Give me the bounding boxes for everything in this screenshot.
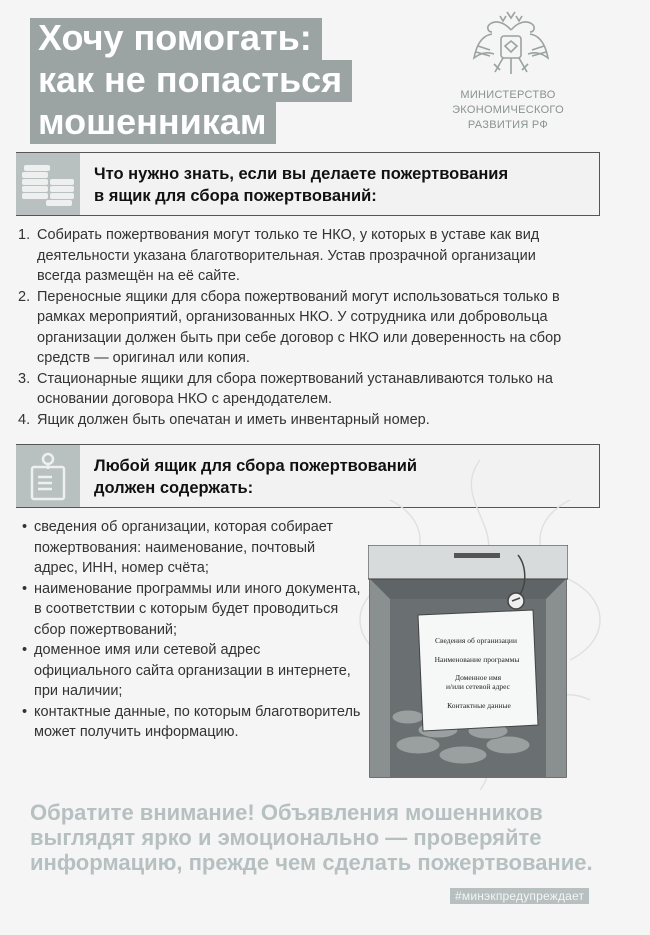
list-item <box>18 225 578 287</box>
section-heading-text <box>94 163 508 207</box>
list-item-text: сведения об организации, которая собирает пожертвования: наименование, почтовый адрес, ИНН, номер счёта; <box>34 519 334 576</box>
label-domain-name: Доменное имя <box>454 673 502 682</box>
coins-icon <box>16 153 80 217</box>
list-item-text: наименование программы или иного документа, в соответствии с которым будет проводиться сбор пожертвований; <box>34 580 361 638</box>
ministry-name <box>444 88 572 133</box>
page-title-line-2: как не попасться <box>30 60 352 102</box>
list-item-number: 1. <box>18 227 31 243</box>
bullet: • <box>22 580 28 597</box>
list-item-number: 2. <box>18 288 31 305</box>
donation-box-illustration <box>368 545 568 780</box>
list-item <box>22 640 362 702</box>
section-heading-line: Любой ящик для сбора пожертвований <box>94 457 418 475</box>
requirements-numbered-list <box>18 225 578 430</box>
ministry-line: ЭКОНОМИЧЕСКОГО <box>452 104 564 116</box>
list-item <box>18 410 578 431</box>
box-label-card <box>418 610 538 731</box>
list-item <box>22 517 362 579</box>
warning-note-line: информацию, прежде чем сделать пожертвование. <box>30 850 593 875</box>
banner-icon-area <box>16 153 80 215</box>
list-item-text: Собирать пожертвования могут только те НКО, у которых в уставе как вид деятельности указана благотворительная. Устав прозрачной организации всегда размещён на её сайте. <box>37 227 540 284</box>
section-heading-banner <box>16 152 600 216</box>
list-item <box>18 369 578 410</box>
list-item-text: Ящик должен быть опечатан и иметь инвентарный номер. <box>37 411 430 428</box>
section-heading-line: в ящик для сбора пожертвований: <box>94 187 377 205</box>
seal-icon <box>508 593 524 609</box>
list-item-number: 4. <box>18 411 31 428</box>
label-program-name: Наименование программы <box>434 655 520 664</box>
bullet: • <box>22 642 28 658</box>
list-item-text: доменное имя или сетевой адрес официального сайта организации в интернете, при наличии; <box>34 642 351 699</box>
hashtag-label: #минэкпредупреждает <box>450 888 589 904</box>
list-item <box>22 579 362 641</box>
label-org-info: Сведения об организации <box>435 636 517 645</box>
box-contents-bullet-list <box>22 517 362 743</box>
banner-icon-area <box>16 445 80 507</box>
warning-note-line: выглядят ярко и эмоционально — проверяйте <box>30 825 542 850</box>
list-item <box>22 702 362 743</box>
sealed-box-icon <box>16 445 80 509</box>
list-item-number: 3. <box>18 370 31 387</box>
list-item-text: контактные данные, по которым благотворитель может получить информацию. <box>34 703 361 740</box>
section-heading-line: должен содержать: <box>94 479 254 497</box>
page-title-line-1: Хочу помогать: <box>30 18 322 60</box>
warning-note-line: Обратите внимание! Объявления мошенников <box>30 800 543 825</box>
list-item <box>18 287 578 369</box>
coin-slot <box>454 553 500 558</box>
list-item-text: Стационарные ящики для сбора пожертвований устанавливаются только на основании договора НКО с арендодателем. <box>37 370 553 407</box>
list-item-text: Переносные ящики для сбора пожертвований могут использоваться только в рамках мероприятий, организованных НКО. У сотрудника или добровольца организации должен быть при себе договор с НКО или доверенность на сбор средств — оригинал или копия. <box>37 288 562 366</box>
page-title-line-3: мошенникам <box>30 102 276 144</box>
ministry-line: РАЗВИТИЯ РФ <box>467 119 549 131</box>
double-headed-eagle-emblem-icon <box>470 10 552 82</box>
bullet: • <box>22 519 28 535</box>
warning-note <box>30 800 630 875</box>
label-web-address: и/или сетевой адрес <box>446 682 510 691</box>
ministry-line: МИНИСТЕРСТВО <box>460 89 556 101</box>
section-heading-line: Что нужно знать, если вы делаете пожертвования <box>94 165 509 183</box>
label-contacts: Контактные данные <box>447 701 511 710</box>
bullet: • <box>22 703 28 720</box>
